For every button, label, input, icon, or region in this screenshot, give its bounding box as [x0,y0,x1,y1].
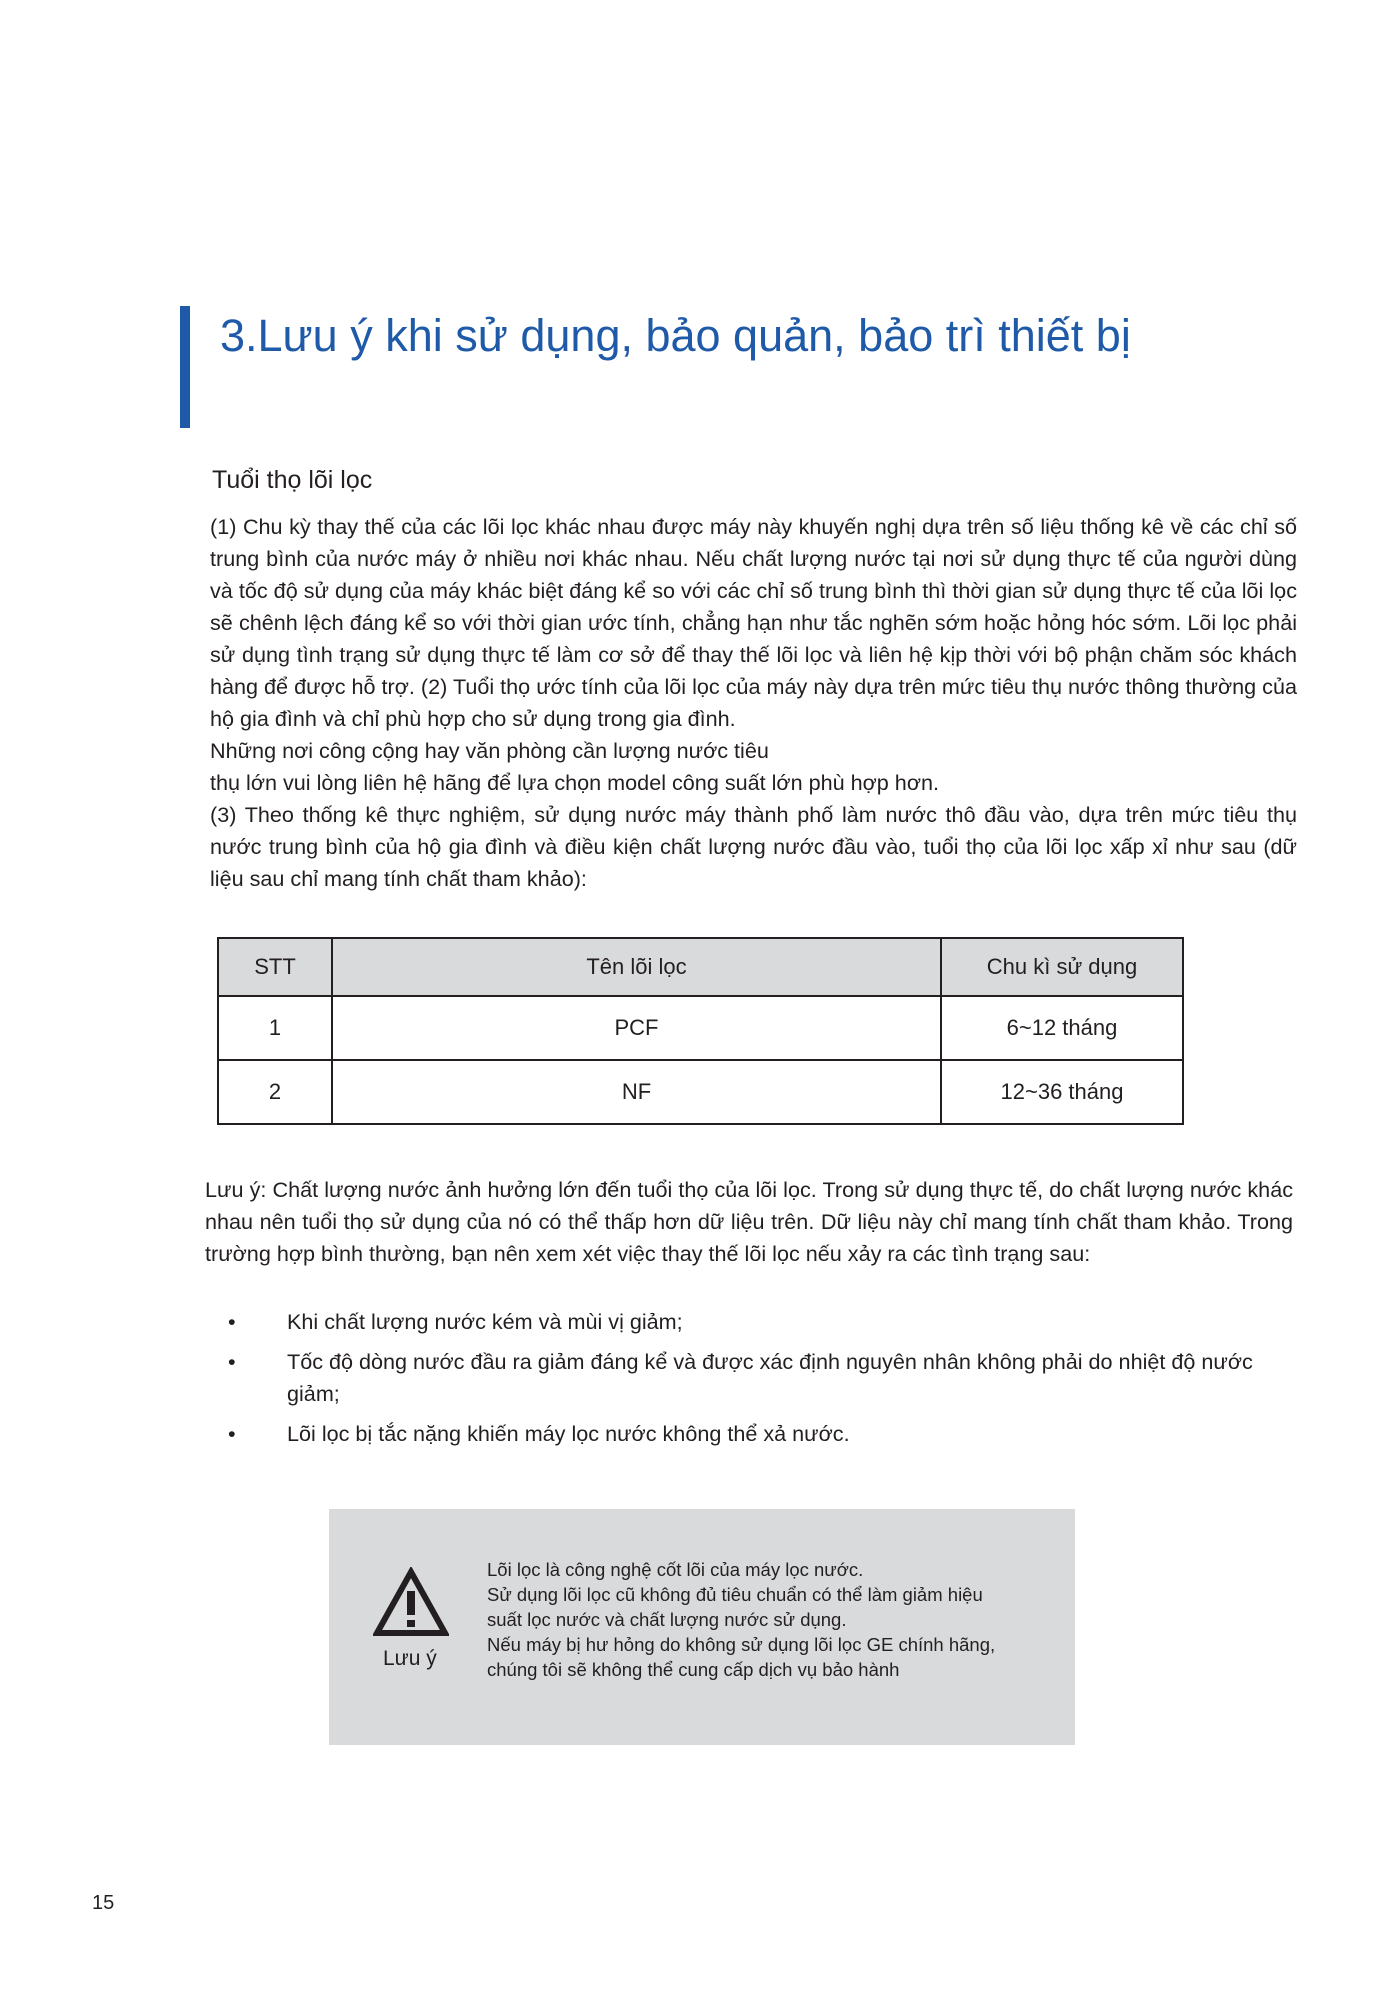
warning-triangle-icon [373,1567,449,1637]
warning-box [329,1509,1075,1745]
bullet-icon: • [228,1349,236,1374]
header-stt: STT [218,938,332,996]
paragraph-2: Những nơi công cộng hay văn phòng cần lượng nước tiêu [210,738,769,763]
intro-text [210,511,1297,895]
cell-stt: 2 [218,1060,332,1124]
bullet-icon: • [228,1309,236,1334]
list-item [205,1418,1295,1450]
list-item-text: Khi chất lượng nước kém và mùi vị giảm; [287,1309,683,1334]
warning-line: chúng tôi sẽ không thể cung cấp dịch vụ bảo hành [487,1659,900,1680]
table-row [218,996,1183,1060]
cell-filter-name: NF [332,1060,941,1124]
paragraph-4: (3) Theo thống kê thực nghiệm, sử dụng nước máy thành phố làm nước thô đầu vào, dựa trên mức tiêu thụ nước trung bình của hộ gia đình và điều kiện chất lượng nước đầu vào, tuổi thọ của lõi lọc xấp xỉ như sau (dữ liệu sau chỉ mang tính chất tham khảo): [210,802,1297,891]
paragraph-3: thụ lớn vui lòng liên hệ hãng để lựa chọn model công suất lớn phù hợp hơn. [210,770,939,795]
warning-line: suất lọc nước và chất lượng nước sử dụng. [487,1609,847,1630]
warning-text [487,1557,1057,1682]
table-row [218,1060,1183,1124]
cell-filter-name: PCF [332,996,941,1060]
list-item [205,1306,1295,1338]
warning-line: Lõi lọc là công nghệ cốt lõi của máy lọc nước. [487,1559,864,1580]
paragraph-1: (1) Chu kỳ thay thế của các lõi lọc khác nhau được máy này khuyến nghị dựa trên số liệu thống kê về các chỉ số trung bình của nước máy ở nhiều nơi khác nhau. Nếu chất lượng nước tại nơi sử dụng thực tế của người dùng và tốc độ sử dụng của máy khác biệt đáng kể so với các chỉ số trung bình thì thời gian sử dụng thực tế của lõi lọc sẽ chênh lệch đáng kể so với thời gian ước tính, chẳng hạn như tắc nghẽn sớm hoặc hỏng hóc sớm. Lõi lọc phải sử dụng tình trạng sử dụng thực tế làm cơ sở để thay thế lõi lọc và liên hệ kịp thời với bộ phận chăm sóc khách hàng để được hỗ trợ. (2) Tuổi thọ ước tính của lõi lọc của máy này dựa trên mức tiêu thụ nước thông thường của hộ gia đình và chỉ phù hợp cho sử dụng trong gia đình. [210,514,1297,731]
header-usage-cycle: Chu kì sử dụng [941,938,1183,996]
table-header-row [218,938,1183,996]
page-title: 3.Lưu ý khi sử dụng, bảo quản, bảo trì thiết bị [220,310,1131,361]
title-accent-bar [180,306,190,428]
section-heading: Tuổi thọ lõi lọc [212,466,373,494]
list-item-text: Lõi lọc bị tắc nặng khiến máy lọc nước không thể xả nước. [287,1421,850,1446]
filter-lifespan-table [217,937,1184,1125]
header-filter-name: Tên lõi lọc [332,938,941,996]
cell-stt: 1 [218,996,332,1060]
warning-label: Lưu ý [383,1647,437,1670]
cell-usage-cycle: 12~36 tháng [941,1060,1183,1124]
cell-usage-cycle: 6~12 tháng [941,996,1183,1060]
warning-line: Nếu máy bị hư hỏng do không sử dụng lõi lọc GE chính hãng, [487,1634,996,1655]
bullet-list [205,1306,1295,1458]
bullet-icon: • [228,1421,236,1446]
list-item-text: Tốc độ dòng nước đầu ra giảm đáng kể và được xác định nguyên nhân không phải do nhiệt độ nước giảm; [287,1349,1253,1406]
warning-line: Sử dụng lõi lọc cũ không đủ tiêu chuẩn có thể làm giảm hiệu [487,1584,983,1605]
note-paragraph: Lưu ý: Chất lượng nước ảnh hưởng lớn đến tuổi thọ của lõi lọc. Trong sử dụng thực tế, do chất lượng nước khác nhau nên tuổi thọ sử dụng của nó có thể thấp hơn dữ liệu trên. Dữ liệu này chỉ mang tính chất tham khảo. Trong trường hợp bình thường, bạn nên xem xét việc thay thế lõi lọc nếu xảy ra các tình trạng sau: [205,1177,1293,1266]
list-item [205,1346,1295,1410]
page-number: 15 [92,1892,115,1914]
